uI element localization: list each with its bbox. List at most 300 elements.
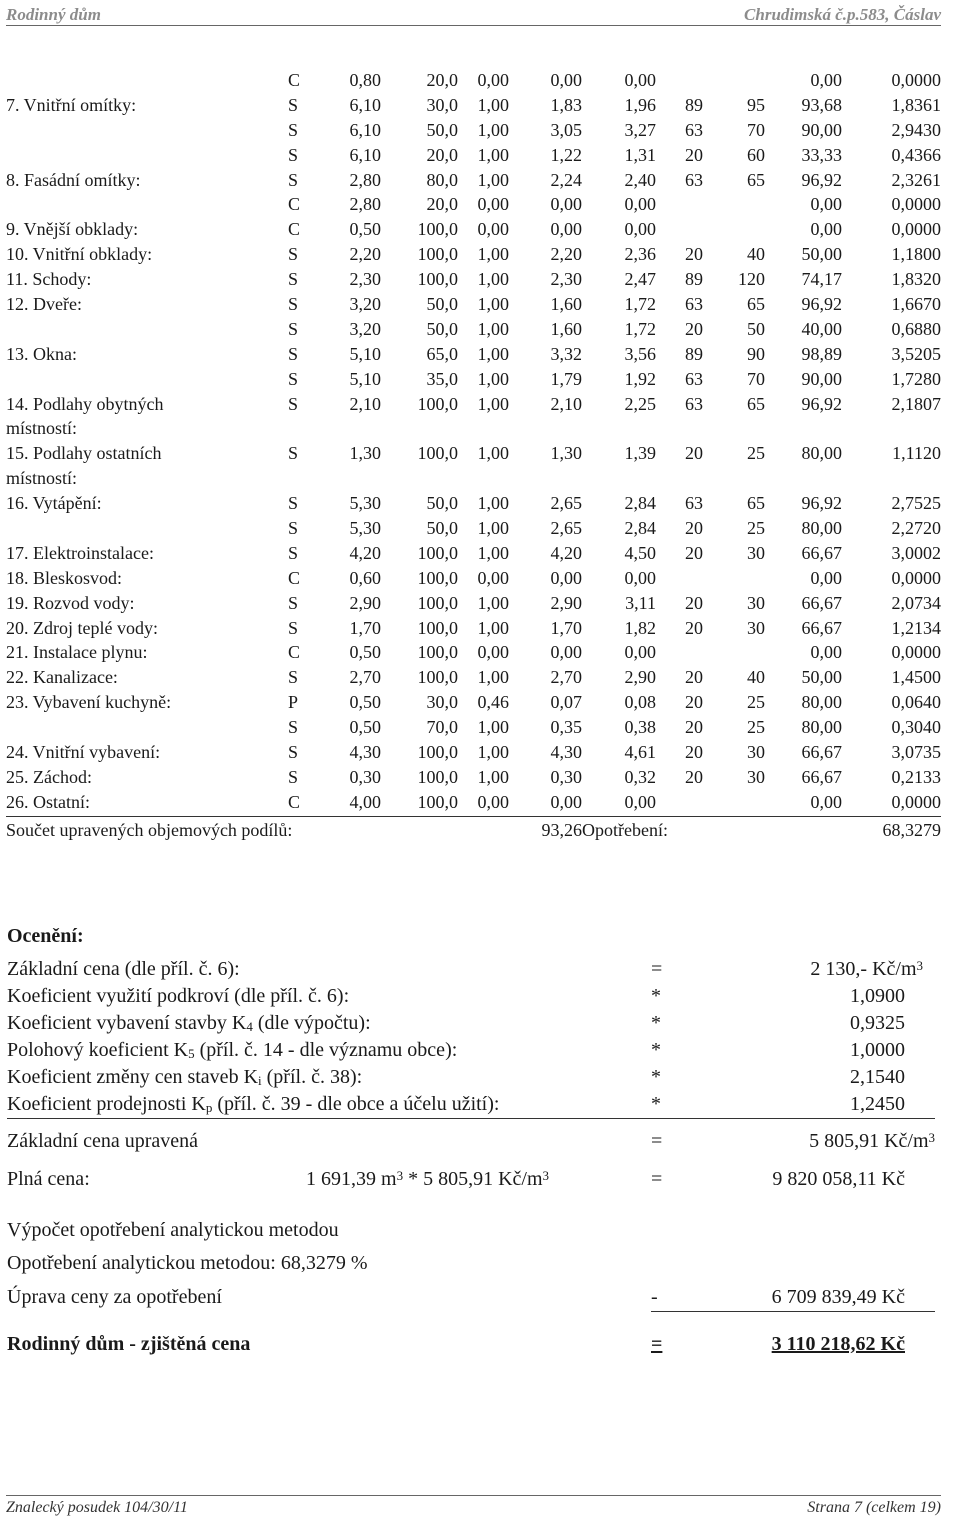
- cell-value: 63: [685, 393, 703, 414]
- cell-value: 0,50: [349, 692, 381, 713]
- operator: *: [651, 1066, 661, 1088]
- cell-value: 1,00: [477, 269, 509, 290]
- operator: =: [651, 958, 663, 980]
- cell-value: 80,00: [801, 692, 842, 713]
- cell-value: 0,00: [624, 791, 656, 812]
- final-price-value: 3 110 218,62 Kč: [771, 1333, 905, 1355]
- full-price-volume: 1 691,39 m: [306, 1168, 397, 1190]
- cell-value: 1,8320: [891, 269, 941, 290]
- item-type: C: [288, 791, 301, 812]
- item-type: S: [288, 343, 299, 364]
- attic-coef-line: [7, 983, 935, 1010]
- cell-value: 25: [747, 518, 765, 539]
- item-type: S: [288, 169, 299, 190]
- base-price-label: Základní cena (dle příl. č. 6):: [7, 958, 240, 980]
- cell-value: 0,00: [810, 642, 842, 663]
- item-name: 7. Vnitřní omítky:: [6, 94, 137, 115]
- cell-value: 0,3040: [891, 717, 941, 738]
- cell-value: 0,00: [477, 642, 509, 663]
- cell-value: 0,00: [810, 567, 842, 588]
- cell-value: 40,00: [801, 318, 842, 339]
- cell-value: 2,20: [550, 244, 582, 265]
- cell-value: 2,0734: [891, 592, 941, 613]
- cell-value: 2,84: [624, 518, 656, 539]
- cell-value: 66,67: [801, 617, 842, 638]
- cell-value: 2,9430: [891, 119, 941, 140]
- cell-value: 50,0: [426, 318, 458, 339]
- cell-value: 2,40: [624, 169, 656, 190]
- cell-value: 63: [685, 493, 703, 514]
- cell-value: 20: [685, 742, 703, 763]
- wear-adjust-label: Úprava ceny za opotřebení: [7, 1286, 222, 1308]
- cell-value: 3,0735: [891, 742, 941, 763]
- cell-value: 0,60: [349, 567, 381, 588]
- cell-value: 3,32: [550, 343, 582, 364]
- cell-value: 33,33: [801, 144, 842, 165]
- cell-value: 1,1800: [891, 244, 941, 265]
- item-type: S: [288, 542, 299, 563]
- cell-value: 30: [747, 617, 765, 638]
- cell-value: 0,00: [810, 70, 842, 90]
- attic-value: 1,0900: [850, 985, 905, 1007]
- cell-value: 0,00: [550, 70, 582, 90]
- superscript: 3: [542, 1168, 549, 1183]
- cell-value: 0,00: [810, 194, 842, 215]
- cell-value: 90,00: [801, 119, 842, 140]
- cell-value: 30: [747, 766, 765, 787]
- summary-row: [6, 816, 941, 843]
- operator: -: [651, 1286, 658, 1308]
- item-name: 10. Vnitřní obklady:: [6, 244, 153, 265]
- header-title: Rodinný dům: [6, 5, 101, 24]
- cell-value: 80,00: [801, 443, 842, 464]
- footer-page-number: Strana 7 (celkem 19): [807, 1499, 941, 1516]
- ki-label: Koeficient změny cen staveb K: [7, 1066, 259, 1088]
- table-row: [0, 690, 960, 715]
- cell-value: 70,0: [426, 717, 458, 738]
- cell-value: 66,67: [801, 766, 842, 787]
- cell-value: 50,00: [801, 244, 842, 265]
- item-type: S: [288, 393, 299, 414]
- cell-value: 0,0640: [891, 692, 941, 713]
- cell-value: 3,20: [349, 318, 381, 339]
- cell-value: 1,00: [477, 244, 509, 265]
- operator: *: [651, 985, 661, 1007]
- cell-value: 1,30: [349, 443, 381, 464]
- cell-value: 0,2133: [891, 766, 941, 787]
- wear-adjust-value: 6 709 839,49 Kč: [771, 1286, 905, 1308]
- cell-value: 2,90: [550, 592, 582, 613]
- item-type: S: [288, 119, 299, 140]
- item-name: 13. Okna:: [6, 343, 77, 364]
- cell-value: 90: [747, 343, 765, 364]
- adjusted-price-line: [7, 1128, 935, 1155]
- cell-value: 2,90: [624, 667, 656, 688]
- cell-value: 1,83: [550, 94, 582, 115]
- cell-value: 3,0002: [891, 542, 941, 563]
- cell-value: 90,00: [801, 368, 842, 389]
- cell-value: 2,2720: [891, 518, 941, 539]
- cell-value: 2,84: [624, 493, 656, 514]
- cell-value: 2,25: [624, 393, 656, 414]
- table-row: [0, 217, 960, 242]
- cell-value: 1,60: [550, 318, 582, 339]
- cell-value: 80,00: [801, 717, 842, 738]
- cell-value: 2,70: [349, 667, 381, 688]
- cell-value: 0,00: [810, 791, 842, 812]
- cell-value: 0,0000: [891, 219, 941, 240]
- item-type: C: [288, 567, 301, 588]
- table-row: [0, 317, 960, 342]
- cell-value: 95: [747, 94, 765, 115]
- cell-value: 100,0: [417, 393, 458, 414]
- cell-value: 0,50: [349, 717, 381, 738]
- analytic-title: Výpočet opotřebení analytickou metodou: [7, 1219, 339, 1241]
- final-price-line: [7, 1331, 935, 1358]
- cell-value: 5,30: [349, 518, 381, 539]
- item-type: S: [288, 244, 299, 265]
- cell-value: 0,50: [349, 219, 381, 240]
- cell-value: 1,00: [477, 518, 509, 539]
- cell-value: 0,38: [624, 717, 656, 738]
- cell-value: 1,31: [624, 144, 656, 165]
- final-price-label: Rodinný dům - zjištěná cena: [7, 1333, 251, 1355]
- cell-value: 40: [747, 244, 765, 265]
- cell-value: 0,00: [550, 642, 582, 663]
- item-type: C: [288, 194, 301, 215]
- item-name: 11. Schody:: [6, 269, 92, 290]
- page-footer: [6, 1495, 941, 1518]
- cell-value: 100,0: [417, 542, 458, 563]
- item-type: S: [288, 617, 299, 638]
- cell-value: 65: [747, 393, 765, 414]
- cell-value: 20: [685, 244, 703, 265]
- cell-value: 3,05: [550, 119, 582, 140]
- cell-value: 1,00: [477, 119, 509, 140]
- cell-value: 1,00: [477, 94, 509, 115]
- adjusted-price-label: Základní cena upravená: [7, 1130, 199, 1152]
- cell-value: 2,36: [624, 244, 656, 265]
- cell-value: 25: [747, 717, 765, 738]
- item-name: 22. Kanalizace:: [6, 667, 118, 688]
- cell-value: 1,70: [349, 617, 381, 638]
- table-row: [0, 68, 960, 93]
- item-type: S: [288, 294, 299, 315]
- cell-value: 1,00: [477, 542, 509, 563]
- table-row: [0, 118, 960, 143]
- cell-value: 0,6880: [891, 318, 941, 339]
- item-name: 9. Vnější obklady:: [6, 219, 139, 240]
- cell-value: 50,0: [426, 518, 458, 539]
- item-name-line1: 14. Podlahy obytných: [6, 393, 164, 414]
- cell-value: 20: [685, 692, 703, 713]
- cell-value: 2,20: [349, 244, 381, 265]
- row-spacer: [0, 466, 960, 491]
- cell-value: 0,0000: [891, 194, 941, 215]
- cell-value: 70: [747, 119, 765, 140]
- item-type: S: [288, 144, 299, 165]
- cell-value: 100,0: [417, 443, 458, 464]
- table-row: [0, 491, 960, 516]
- operator: *: [651, 1012, 661, 1034]
- cell-value: 66,67: [801, 592, 842, 613]
- page-header: [6, 3, 941, 26]
- cell-value: 2,80: [349, 169, 381, 190]
- header-address: Chrudimská č.p.583, Čáslav: [744, 5, 941, 24]
- cell-value: 3,56: [624, 343, 656, 364]
- cell-value: 1,7280: [891, 368, 941, 389]
- cell-value: 30: [747, 542, 765, 563]
- cell-value: 2,1807: [891, 393, 941, 414]
- table-row: [0, 566, 960, 591]
- cell-value: 20,0: [426, 144, 458, 165]
- ki-label-rest: (příl. č. 38):: [261, 1066, 363, 1088]
- cell-value: 2,30: [349, 269, 381, 290]
- full-price-unit: * 5 805,91 Kč/m: [403, 1168, 543, 1190]
- cell-value: 100,0: [417, 244, 458, 265]
- cell-value: 65: [747, 169, 765, 190]
- cell-value: 0,00: [477, 194, 509, 215]
- cell-value: 1,96: [624, 94, 656, 115]
- cell-value: 100,0: [417, 219, 458, 240]
- cell-value: 4,50: [624, 542, 656, 563]
- cell-value: 1,00: [477, 766, 509, 787]
- cell-value: 20: [685, 518, 703, 539]
- superscript: 3: [928, 1130, 935, 1145]
- cell-value: 1,6670: [891, 294, 941, 315]
- operator: =: [651, 1130, 663, 1152]
- cell-value: 50,00: [801, 667, 842, 688]
- item-name: 24. Vnitřní vybavení:: [6, 742, 161, 763]
- cell-value: 20: [685, 542, 703, 563]
- item-name: 21. Instalace plynu:: [6, 642, 148, 663]
- cell-value: 20: [685, 667, 703, 688]
- cell-value: 0,00: [624, 70, 656, 90]
- item-type: S: [288, 368, 299, 389]
- cell-value: 35,0: [426, 368, 458, 389]
- cell-value: 20,0: [426, 70, 458, 90]
- superscript: 3: [916, 958, 923, 973]
- table-row: [0, 715, 960, 740]
- cell-value: 100,0: [417, 642, 458, 663]
- cell-value: 1,00: [477, 667, 509, 688]
- cell-value: 0,00: [550, 219, 582, 240]
- cell-value: 4,30: [349, 742, 381, 763]
- table-row: [0, 441, 960, 489]
- table-row: [0, 168, 960, 193]
- cell-value: 4,61: [624, 742, 656, 763]
- cell-value: 0,00: [550, 567, 582, 588]
- subscript: i: [258, 1073, 262, 1088]
- cell-value: 1,70: [550, 617, 582, 638]
- table-row: [0, 591, 960, 616]
- cell-value: 1,00: [477, 443, 509, 464]
- cell-value: 93,68: [801, 94, 842, 115]
- cell-value: 1,82: [624, 617, 656, 638]
- k4-label-rest: (dle výpočtu):: [252, 1012, 371, 1034]
- cell-value: 20: [685, 318, 703, 339]
- cell-value: 0,00: [477, 70, 509, 90]
- item-type: S: [288, 766, 299, 787]
- cell-value: 0,07: [550, 692, 582, 713]
- cell-value: 0,50: [349, 642, 381, 663]
- cell-value: 100,0: [417, 766, 458, 787]
- cell-value: 4,30: [550, 742, 582, 763]
- cell-value: 4,20: [550, 542, 582, 563]
- item-type: S: [288, 269, 299, 290]
- analytic-result-line: [7, 1250, 935, 1277]
- cell-value: 0,08: [624, 692, 656, 713]
- item-type: C: [288, 219, 301, 240]
- table-row: [0, 790, 960, 815]
- cell-value: 3,20: [349, 294, 381, 315]
- cell-value: 2,47: [624, 269, 656, 290]
- k5-coef-line: [7, 1037, 935, 1064]
- cell-value: 2,24: [550, 169, 582, 190]
- cell-value: 2,90: [349, 592, 381, 613]
- cell-value: 1,1120: [892, 443, 941, 464]
- cell-value: 1,72: [624, 318, 656, 339]
- cell-value: 20: [685, 592, 703, 613]
- cell-value: 96,92: [801, 169, 842, 190]
- cell-value: 80,0: [426, 169, 458, 190]
- cell-value: 1,39: [624, 443, 656, 464]
- analytic-result: Opotřebení analytickou metodou: 68,3279 %: [7, 1252, 368, 1274]
- cell-value: 96,92: [801, 294, 842, 315]
- cell-value: 0,00: [550, 791, 582, 812]
- item-name: 23. Vybavení kuchyně:: [6, 692, 172, 713]
- cell-value: 89: [685, 94, 703, 115]
- table-row: [0, 665, 960, 690]
- cell-value: 0,4366: [891, 144, 941, 165]
- item-type: S: [288, 667, 299, 688]
- k4-value: 0,9325: [850, 1012, 905, 1034]
- kp-coef-line: [7, 1091, 935, 1119]
- table-row: [0, 192, 960, 217]
- cell-value: 5,10: [349, 368, 381, 389]
- cell-value: 70: [747, 368, 765, 389]
- item-name: 25. Záchod:: [6, 766, 92, 787]
- cell-value: 1,00: [477, 717, 509, 738]
- cell-value: 89: [685, 343, 703, 364]
- cell-value: 100,0: [417, 667, 458, 688]
- cell-value: 0,00: [477, 219, 509, 240]
- cell-value: 30,0: [426, 692, 458, 713]
- cell-value: 98,89: [801, 343, 842, 364]
- cell-value: 1,8361: [891, 94, 941, 115]
- cell-value: 2,65: [550, 493, 582, 514]
- cell-value: 0,0000: [891, 642, 941, 663]
- operator: =: [651, 1168, 663, 1190]
- table-row: [0, 541, 960, 566]
- cell-value: 96,92: [801, 393, 842, 414]
- cell-value: 2,70: [550, 667, 582, 688]
- item-name: 19. Rozvod vody:: [6, 592, 135, 613]
- cell-value: 0,0000: [891, 791, 941, 812]
- cell-value: 30: [747, 742, 765, 763]
- full-price-value: 9 820 058,11 Kč: [772, 1168, 905, 1190]
- cell-value: 0,80: [349, 70, 381, 90]
- cell-value: 2,10: [550, 393, 582, 414]
- cell-value: 20: [685, 617, 703, 638]
- wear-calculation-table: [0, 68, 960, 815]
- operator: =: [651, 1333, 663, 1355]
- item-type: S: [288, 443, 299, 464]
- cell-value: 2,3261: [891, 169, 941, 190]
- cell-value: 50: [747, 318, 765, 339]
- item-name-line1: 15. Podlahy ostatních: [6, 443, 162, 464]
- k5-value: 1,0000: [850, 1039, 905, 1061]
- item-type: S: [288, 318, 299, 339]
- item-type: S: [288, 717, 299, 738]
- cell-value: 63: [685, 169, 703, 190]
- cell-value: 66,67: [801, 542, 842, 563]
- cell-value: 1,92: [624, 368, 656, 389]
- summary-label: Součet upravených objemových podílů:: [6, 820, 293, 840]
- cell-value: 1,2134: [891, 617, 941, 638]
- cell-value: 100,0: [417, 617, 458, 638]
- ki-value: 2,1540: [850, 1066, 905, 1088]
- cell-value: 0,35: [550, 717, 582, 738]
- cell-value: 66,67: [801, 742, 842, 763]
- wear-adjust-line: [7, 1284, 935, 1311]
- cell-value: 0,00: [624, 567, 656, 588]
- cell-value: 2,10: [349, 393, 381, 414]
- item-type: S: [288, 493, 299, 514]
- cell-value: 30: [747, 592, 765, 613]
- cell-value: 0,00: [810, 219, 842, 240]
- item-name-line2: místností:: [6, 418, 78, 439]
- cell-value: 1,79: [550, 368, 582, 389]
- item-name: 8. Fasádní omítky:: [6, 169, 141, 190]
- cell-value: 1,00: [477, 592, 509, 613]
- item-type: S: [288, 742, 299, 763]
- superscript: 3: [396, 1168, 404, 1183]
- cell-value: 20: [685, 443, 703, 464]
- cell-value: 100,0: [417, 567, 458, 588]
- footer-report-id: Znalecký posudek 104/30/11: [6, 1499, 188, 1516]
- table-row: [0, 292, 960, 317]
- ki-coef-line: [7, 1064, 935, 1091]
- cell-value: 0,00: [550, 194, 582, 215]
- cell-value: 3,27: [624, 119, 656, 140]
- cell-value: 2,65: [550, 518, 582, 539]
- item-type: C: [288, 70, 301, 90]
- cell-value: 6,10: [349, 119, 381, 140]
- table-row: [0, 143, 960, 168]
- item-type: C: [288, 642, 301, 663]
- cell-value: 63: [685, 368, 703, 389]
- table-row: [0, 616, 960, 641]
- adjusted-price-value: 5 805,91 Kč/m: [809, 1130, 929, 1152]
- operator: *: [651, 1093, 661, 1115]
- cell-value: 20: [685, 717, 703, 738]
- cell-value: 1,00: [477, 742, 509, 763]
- item-name: 17. Elektroinstalace:: [6, 542, 154, 563]
- cell-value: 25: [747, 692, 765, 713]
- cell-value: 50,0: [426, 493, 458, 514]
- cell-value: 0,32: [624, 766, 656, 787]
- item-name: 16. Vytápění:: [6, 493, 102, 514]
- item-name: 26. Ostatní:: [6, 791, 90, 812]
- table-row: [0, 267, 960, 292]
- cell-value: 0,00: [624, 194, 656, 215]
- cell-value: 120: [738, 269, 765, 290]
- cell-value: 20: [685, 144, 703, 165]
- wear-label: Opotřebení:: [582, 820, 668, 840]
- cell-value: 63: [685, 119, 703, 140]
- cell-value: 3,11: [625, 592, 656, 613]
